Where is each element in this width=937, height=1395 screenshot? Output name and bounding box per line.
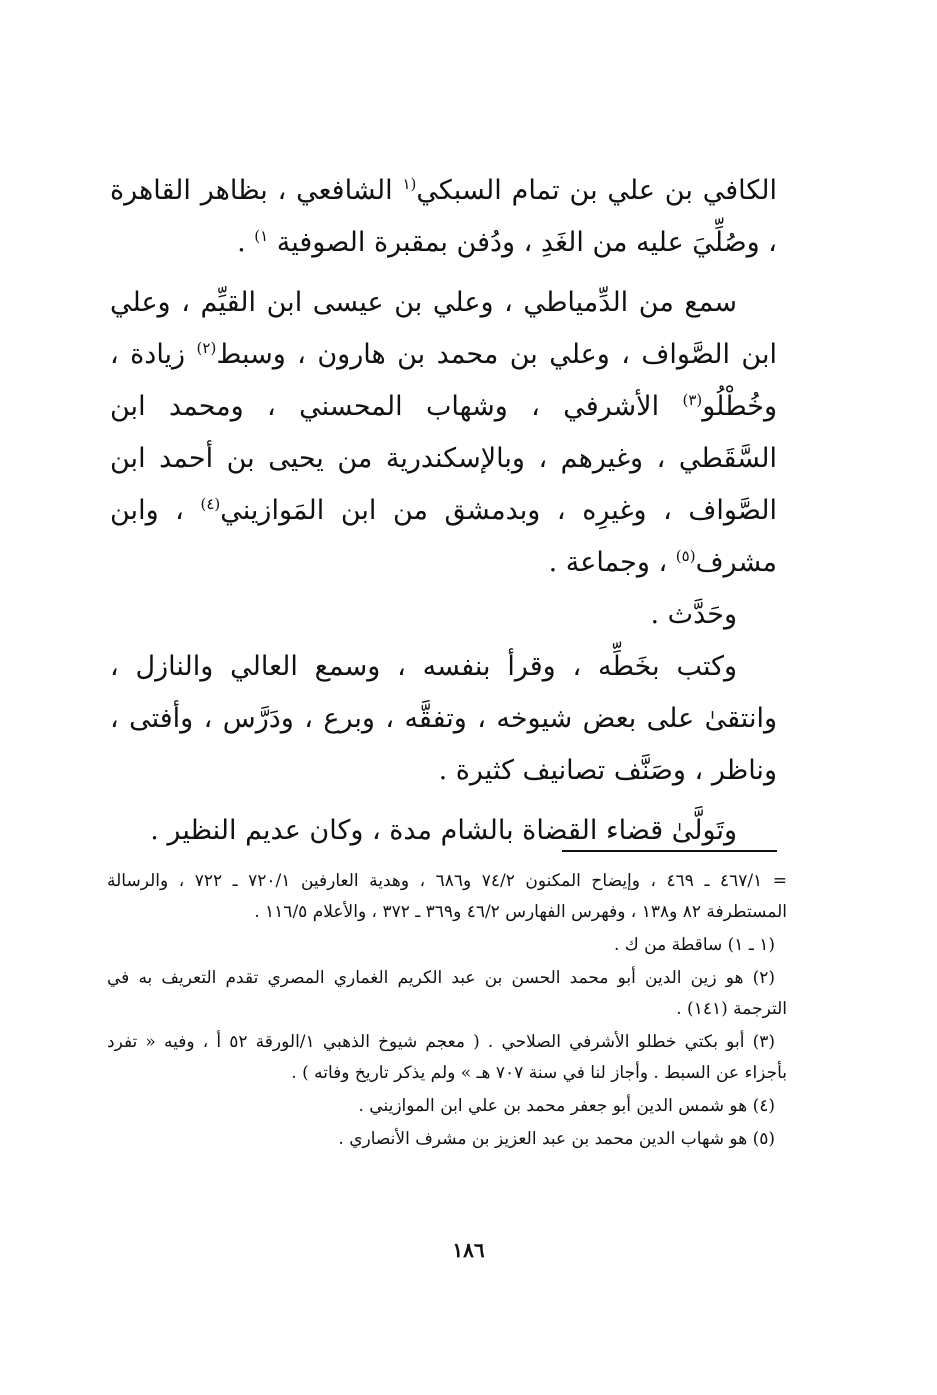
- footnote-marker: (٥): [675, 547, 696, 565]
- footnote-continuation: = ٤٦٧/١ ـ ٤٦٩ ، وإيضاح المكنون ٧٤/٢ و٦٨٦ ، وهدية العارفين ٧٢٠/١ ـ ٧٢٢ ، والرسالة المستطرفة ٨٢ و١٣٨ ، وفهرس الفهارس ٤٦/٢ و٣٦٩ ـ ٣٧٢ ، والأعلام ١١٦/٥ .: [107, 871, 787, 922]
- footnotes: [107, 866, 787, 1157]
- footnote-marker: (١: [402, 175, 417, 193]
- paragraph-works: وكتب بخَطِّه ، وقرأ بنفسه ، وسمع العالي والنازل ، وانتقىٰ على بعض شيوخه ، وتفقَّه ، وبرع ، ودَرَّس ، وأفتى ، وناظر ، وصَنَّف تصانيف كثيرة .: [110, 651, 777, 786]
- footnote-4: (٤) هو شمس الدين أبو جعفر محمد بن علي ابن الموازيني .: [358, 1096, 775, 1116]
- footnote-separator: [562, 850, 777, 852]
- paragraph-judgeship: وتَولَّىٰ قضاء القضاة بالشام مدة ، وكان عديم النظير .: [150, 815, 737, 846]
- paragraph-text: ، وجماعة .: [548, 547, 676, 578]
- footnote-marker: (٢): [196, 339, 217, 357]
- footnote-1: (١ ـ ١) ساقطة من ك .: [613, 935, 775, 955]
- paragraph-text: سمع من الدِّمياطي ، وعلي بن عيسى ابن القيِّم ، وعلي ابن الصَّواف ، وعلي بن محمد بن هارون ، وسبط: [110, 287, 777, 370]
- paragraph-burial: [110, 165, 777, 269]
- paragraph-teachers: [110, 277, 777, 589]
- footnote-2: (٢) هو زين الدين أبو محمد الحسن بن عبد الكريم الغماري المصري تقدم التعريف به في الترجمة (١٤١) .: [107, 968, 787, 1019]
- paragraph-text: زيادة ، وخُطْلُو: [110, 339, 777, 422]
- footnote-5: (٥) هو شهاب الدين محمد بن عبد العزيز بن مشرف الأنصاري .: [338, 1129, 775, 1149]
- footnote-marker: (٤): [200, 495, 221, 513]
- footnote-3: (٣) أبو بكتي خطلو الأشرفي الصلاحي . ( معجم شيوخ الذهبي ١/الورقة ٥٢ أ ، وفيه « تفرد بأجزاء عن السبط . وأجاز لنا في سنة ٧٠٧ هـ » ولم يذكر تاريخ وفاته ) .: [107, 1032, 787, 1083]
- footnote-marker: (٣): [682, 391, 703, 409]
- paragraph-text: الكافي بن علي بن تمام السبكي: [416, 175, 777, 206]
- paragraph-text: .: [237, 227, 255, 258]
- paragraph-narrated: وحَدَّث .: [650, 599, 737, 630]
- footnote-marker: ١): [254, 227, 269, 245]
- page-number: ١٨٦: [452, 1238, 485, 1262]
- paragraph-text: الشافعي ، بظاهر القاهرة ، وصُلِّيَ عليه من الغَدِ ، ودُفن بمقبرة الصوفية: [110, 175, 777, 258]
- main-text: [110, 165, 777, 857]
- paragraph-text: الأشرفي ، وشهاب المحسني ، ومحمد ابن السَّقَطي ، وغيرهم ، وبالإسكندرية من يحيى بن أحمد ابن الصَّواف ، وغيرِه ، وبدمشق من ابن المَوازيني: [110, 391, 777, 526]
- paragraph-text: ، وابن مشرف: [110, 495, 777, 578]
